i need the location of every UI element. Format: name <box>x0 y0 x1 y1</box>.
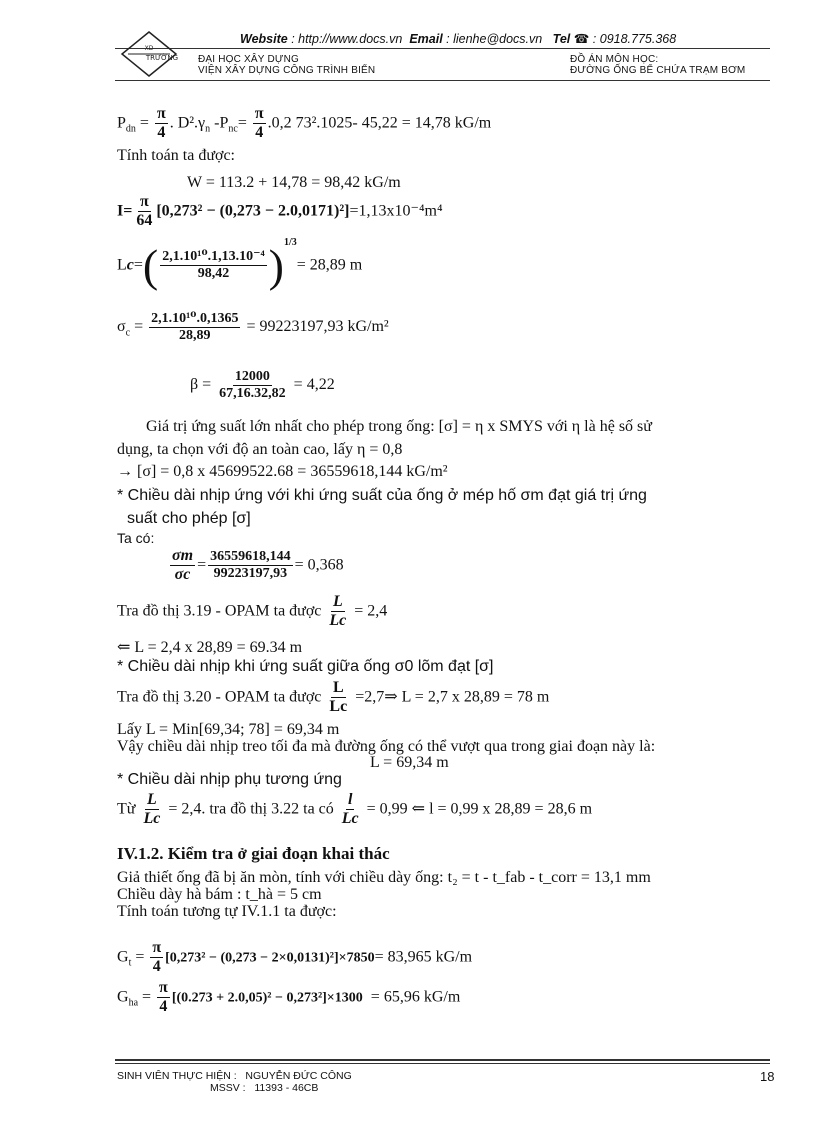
website-url[interactable]: : http://www.docs.vn <box>291 32 403 46</box>
footer-rule-thin <box>115 1063 770 1064</box>
conclusion-line: Vậy chiều dài nhịp treo tối đa mà đường ống có thể vượt qua trong giai đoạn này là: <box>117 738 656 755</box>
allowable-stress-result: → [σ] = 0,8 x 45699522.68 = 36559618,144 kG/m² <box>117 463 448 480</box>
chart-lookup-2: Tra đồ thị 3.20 - OPAM ta được $\frac{L}{Lc}$ =2,7⇒ L = 2,7 x 28,89 = 78 m <box>117 679 550 715</box>
email-label: Email <box>409 32 443 46</box>
chart-lookup-1: Tra đồ thị 3.19 - OPAM ta được $\frac{L}{Lc}$ = 2,4 <box>117 593 388 629</box>
calc-intro: Tính toán ta được: <box>117 147 235 164</box>
lc-equation: Lc=( $\frac{\text{2,1.10¹⁰.1,13.10⁻⁴}}{98,42}$ )$^{1/3}$= 28,89 m <box>117 237 363 291</box>
project-title: ĐƯỜNG ỐNG BỂ CHỨA TRẠM BƠM <box>570 65 746 76</box>
sigma-c-equation: $\sigma_c$ = $\frac{\text{2,1.10¹⁰.0,1365}}{28,89}$ = 99223197,93 kG/m² <box>117 311 389 343</box>
student-label: SINH VIÊN THỰC HIỆN : <box>117 1070 237 1082</box>
min-span-line: Lấy L = Min[69,34; 78] = 69,34 m <box>117 721 340 738</box>
bullet-secondary-span: * Chiều dài nhịp phụ tương ứng <box>117 771 342 788</box>
bullet-span-edge-cont: suất cho phép [σ] <box>127 510 251 527</box>
tel-label: Tel <box>552 32 571 46</box>
allowable-stress-line2: dụng, ta chọn với độ an toàn cao, lấy η = 0,8 <box>117 441 403 458</box>
marine-growth-thickness: Chiều dày hà bám : t_hà = 5 cm <box>117 886 322 903</box>
header-contact <box>240 31 676 46</box>
inertia-equation: I= $\frac{\pi}{64}$ [0,273² − (0,273 − 2.0,0171)²]=1,13x10⁻⁴m⁴ <box>117 193 443 229</box>
header-right <box>570 54 745 76</box>
header-left <box>198 54 375 76</box>
header-rule-bottom <box>115 80 770 81</box>
website-label: Website <box>240 32 288 46</box>
project-type: ĐỒ ÁN MÔN HỌC: <box>570 54 659 65</box>
secondary-span-equation: Từ $\frac{L}{Lc}$ = 2,4. tra đồ thị 3.22 ta có $\frac{l}{Lc}$ = 0,99 ⇐ l = 0,99 x 28,89 = 28,6 m <box>117 791 593 827</box>
pi-over-4: $\frac{\pi}{4}$ <box>156 105 166 141</box>
email-value[interactable]: : lienhe@docs.vn <box>446 32 543 46</box>
mssv-value: 11393 - 46CB <box>254 1082 319 1094</box>
gha-equation: $G_{ha}$ = $\frac{\pi}{4}$ [(0.273 + 2.0,05)² − 0,273²]×1300 = 65,96 kG/m <box>117 979 461 1015</box>
beta-equation: β = $\frac{12000}{67,16.32,82}$ = 4,22 <box>190 369 335 401</box>
corrosion-assumption: Giả thiết ống đã bị ăn mòn, tính với chiều dày ống: t₂ = t - t_fab - t_corr = 13,1 mm <box>117 869 651 886</box>
phone-icon: ☎ <box>570 32 590 46</box>
ta-co-label: Ta có: <box>117 530 155 546</box>
footer-student <box>117 1070 352 1082</box>
final-span-value: L = 69,34 m <box>370 754 449 771</box>
svg-text:TRƯỜNG: TRƯỜNG <box>145 54 179 62</box>
bullet-span-sag: * Chiều dài nhịp khi ứng suất giữa ống σ0 lõm đạt [σ] <box>117 658 494 675</box>
pi-over-4-b: $\frac{\pi}{4}$ <box>254 105 264 141</box>
span-length-result-1: ⇐ L = 2,4 x 28,89 = 69.34 m <box>117 639 303 656</box>
institute-name: VIỆN XÂY DỰNG CÔNG TRÌNH BIỂN <box>198 65 376 76</box>
calc-intro-2: Tính toán tương tự IV.1.1 ta được: <box>117 903 337 920</box>
section-title: IV.1.2. Kiểm tra ở giai đoạn khai thác <box>117 844 390 863</box>
mssv-label: MSSV : <box>210 1082 246 1094</box>
svg-text:XD: XD <box>144 45 154 52</box>
bullet-span-edge: * Chiều dài nhịp ứng với khi ứng suất của ống ở mép hố σm đạt giá trị ứng <box>117 487 647 504</box>
pdn-equation: $P_{dn}$ = $\frac{\pi}{4}$ . $D^2.\gamma_n$ $-P_{nc}=$ $\frac{\pi}{4}$ .0,2 73².1025- 45,22 = 14,78 kG/m <box>117 105 492 141</box>
allowable-stress-line1: Giá trị ứng suất lớn nhất cho phép trong ống: [σ] = η x SMYS với η là hệ số sử <box>146 418 652 435</box>
footer-rule <box>115 1059 770 1061</box>
w-equation: W = 113.2 + 14,78 = 98,42 kG/m <box>187 174 401 191</box>
footer-mssv <box>210 1082 318 1094</box>
stress-ratio-equation: $\frac{\sigma m}{\sigma c}$ = $\frac{36559618,144}{99223197,93}$ = 0,368 <box>172 547 344 583</box>
university-logo-icon <box>118 30 180 78</box>
tel-value: : 0918.775.368 <box>592 32 677 46</box>
gt-equation: $G_t$ = $\frac{\pi}{4}$ [0,273² − (0,273 − 2×0,0131)²]×7850= 83,965 kG/m <box>117 939 473 975</box>
university-name: ĐẠI HỌC XÂY DỰNG <box>198 54 300 65</box>
student-name: NGUYỄN ĐỨC CÔNG <box>245 1070 352 1082</box>
page-number: 18 <box>760 1069 775 1084</box>
header-rule <box>115 48 770 49</box>
